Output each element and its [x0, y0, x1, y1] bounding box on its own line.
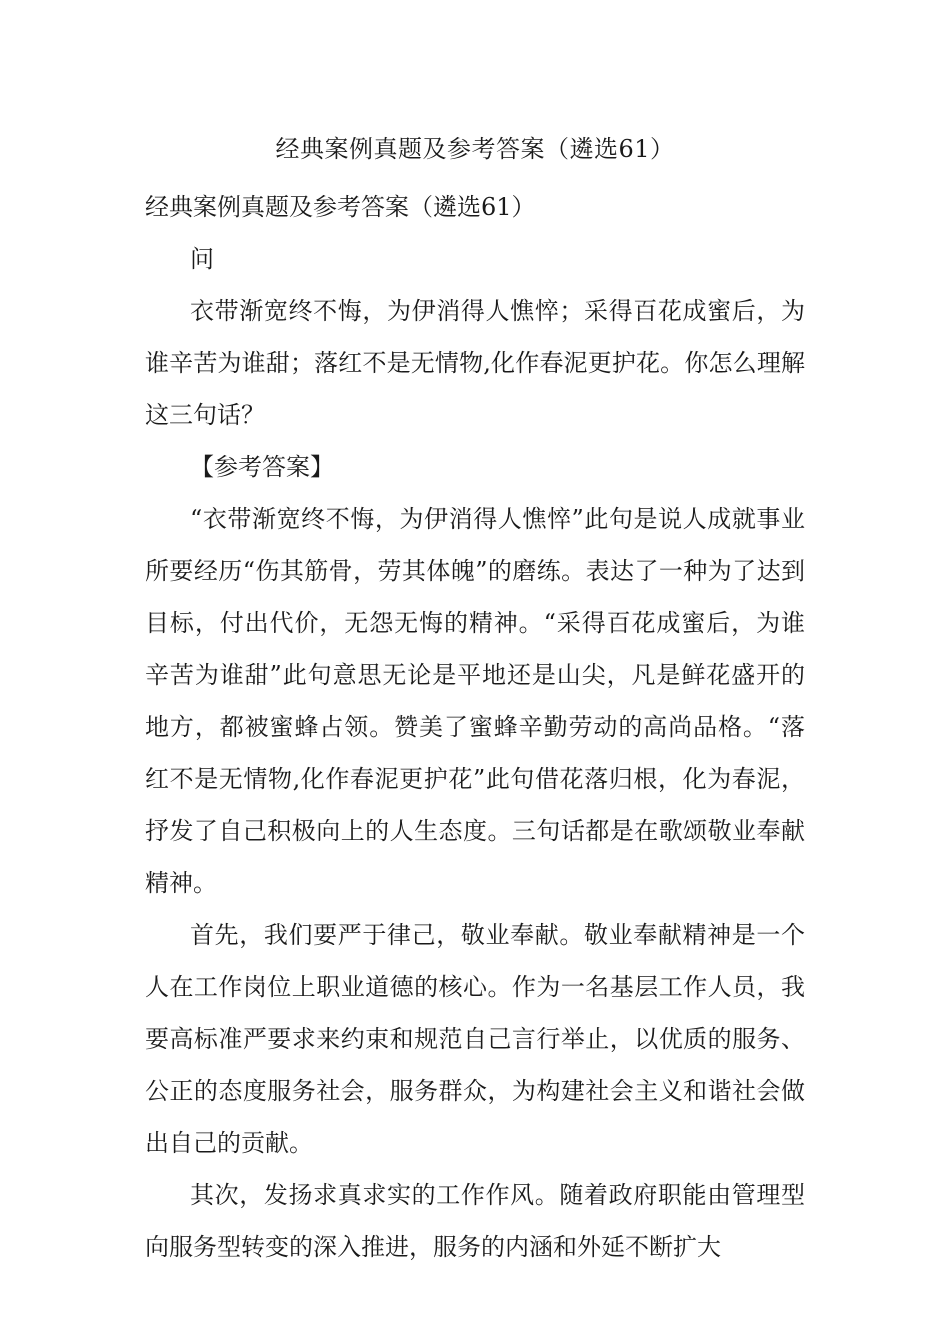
document-body	[145, 181, 805, 1273]
answer-label: 【参考答案】	[190, 453, 334, 481]
document-subtitle: 经典案例真题及参考答案（遴选61）	[145, 193, 536, 221]
document-title: 经典案例真题及参考答案（遴选61）	[275, 135, 675, 163]
answer-paragraph-3: 其次，发扬求真求实的工作作风。随着政府职能由管理型向服务型转变的深入推进，服务的内涵和外延不断扩大	[145, 1181, 805, 1261]
answer-paragraph-1: “衣带渐宽终不悔，为伊消得人憔悴”此句是说人成就事业所要经历“伤其筋骨，劳其体魄”的磨练。表达了一种为了达到目标，付出代价，无怨无悔的精神。“采得百花成蜜后，为谁辛苦为谁甜”此句意思无论是平地还是山尖，凡是鲜花盛开的地方，都被蜜蜂占领。赞美了蜜蜂辛勤劳动的高尚品格。“落红不是无情物,化作春泥更护花”此句借花落归根，化为春泥，抒发了自己积极向上的人生态度。三句话都是在歌颂敬业奉献精神。	[145, 505, 805, 897]
question-text: 衣带渐宽终不悔，为伊消得人憔悴；采得百花成蜜后，为谁辛苦为谁甜；落红不是无情物,化作春泥更护花。你怎么理解这三句话？	[145, 297, 805, 429]
question-label: 问	[190, 245, 214, 273]
answer-paragraph-2: 首先，我们要严于律己，敬业奉献。敬业奉献精神是一个人在工作岗位上职业道德的核心。作为一名基层工作人员，我要高标准严要求来约束和规范自己言行举止，以优质的服务、公正的态度服务社会，服务群众，为构建社会主义和谐社会做出自己的贡献。	[145, 921, 805, 1157]
